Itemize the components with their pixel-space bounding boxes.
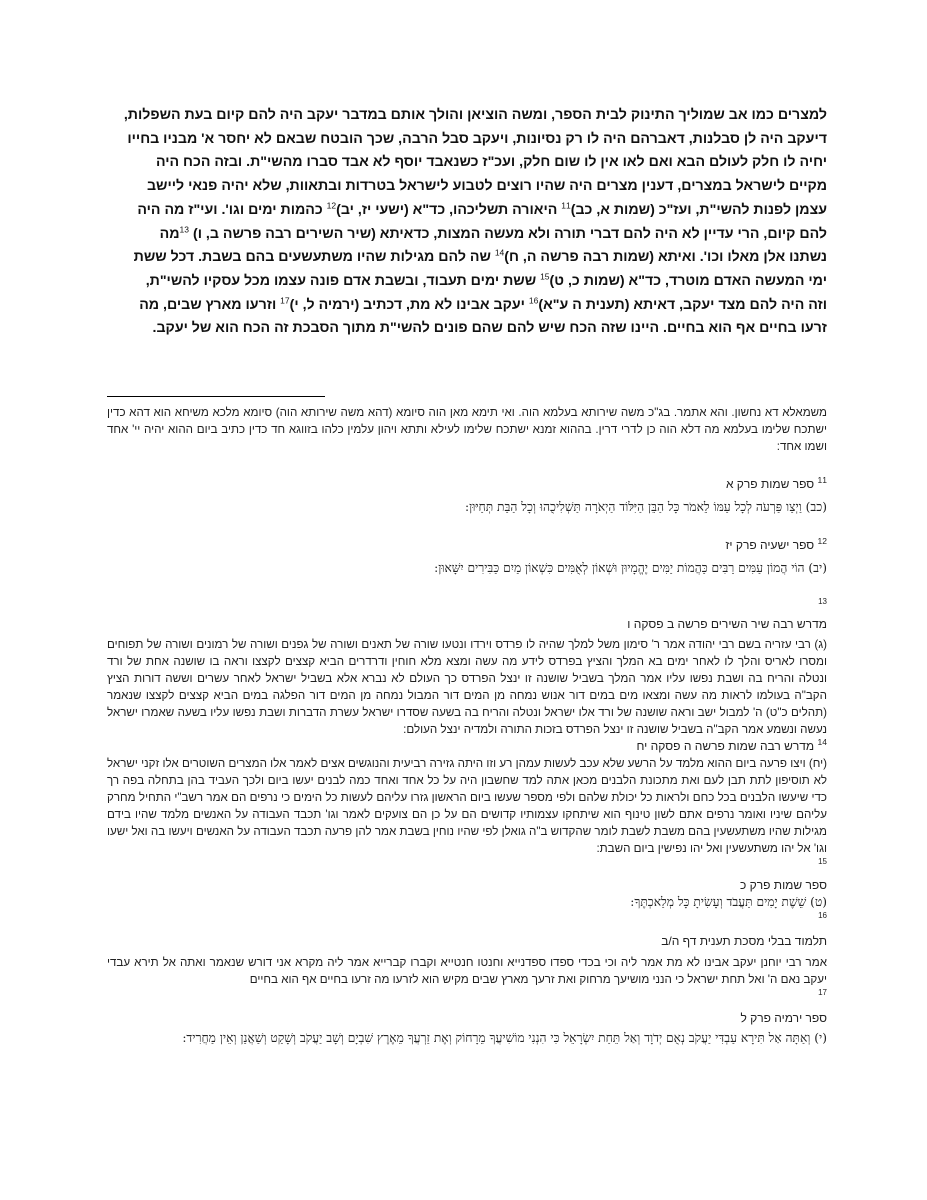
footnote-source [107, 537, 827, 554]
footnote-ref-15[interactable]: 15 [540, 271, 550, 282]
footnote-continuation [107, 404, 827, 455]
body-line [104, 246, 827, 270]
body-line [104, 270, 827, 294]
footnote-source [107, 476, 827, 493]
footnote-number: 17 [818, 988, 827, 997]
footnote-separator [107, 396, 325, 397]
body-line: זרעו בחיים אף הוא בחיים. היינו שזה הכח שיש להם שהם פונים להשי"ת מתוך הסבכת זה הכח הוא של יעקב. [152, 320, 827, 337]
body-line [104, 223, 827, 247]
body-line: למצרים כמו אב שמוליך התינוק לבית הספר, ומשה הוציאן והולך אותם במדבר יעקב היה להם קיום בעת השפלות, [123, 107, 827, 123]
footnote-text: (יב) הוֹי הֲמוֹן עַמִּים רַבִּים כַּהֲמוֹת יַמִּים יֶהֱמָיוּן וּשְׁאוֹן לְאֻמִּים כִּשְׁאוֹן מַיִם כַּבִּירִים יִשָּׁאוּן: [434, 561, 827, 575]
footnote-number: 12 [817, 536, 827, 546]
footnote-source-title: ספר שמות פרק א [725, 477, 815, 491]
body-text-segment: יעקב אבינו לא מת, דכתיב (ירמיה ל, י) [289, 296, 529, 313]
body-text-segment: היאורה תשליכהו, כד"א (ישעי יז, יב) [336, 201, 562, 218]
footnote-source [107, 738, 827, 755]
body-line: מקיים לישראל במצרים, דענין מצרים היה שהיו רוצים לטבוע לישראל בטרדות ובתאוות, שלא יהיה פנאי ליישב [146, 178, 827, 195]
body-line [104, 199, 827, 223]
footnote-number: 13 [818, 597, 827, 606]
footnote-text: משמאלא דא נחשון. והא אתמר. בג"כ משה שירותא בעלמא הוה. ואי תימא מאן הוה סיומא (דהא משה שירותא הוה) סיומא מלכא משיחא הוא דהא כדין ישתכח שלימו בעלמא מה דלא הוה כן לדרי דרין. בההוא זמנא ישתכח שלימו לעילא ותתא ויהון עלמין כלהו בזווגא חד כדין כתיב ביום ההוא יהיה יי' אחד ושמו אחד: [107, 406, 827, 453]
footnote-number: 16 [818, 911, 827, 920]
body-text-segment: וזרעו מארץ שבים, מה [139, 296, 281, 313]
footnote-source-title: מדרש רבה שיר השירים פרשה ב פסקה ו [627, 617, 827, 631]
body-text-segment: ימי המעשה האדם מוטרד, כד"א (שמות כ, ט) [549, 272, 827, 289]
footnote-text: אמר רבי יוחנן יעקב אבינו לא מת אמר ליה וכי בכדי ספדו ספדנייא וחנטו חנטייא וקברו קברייא אמר ליה מקרא אני דורש שנאמר ואתה אל תירא עבדי יעקב נאם ה' ואל תחת ישראל כי הנני מושיעך מרחוק ואת זרעך מארץ שבים מקיש הוא לזרעו מה זרעו בחיים אף הוא בחיים [107, 956, 827, 986]
footnote-text: (י) וְאַתָּה אַל תִּירָא עַבְדִּי יַעֲקֹב נְאֻם יְדֹוָד וְאַל תֵּחַת יִשְׂרָאֵל כִּי הִנְנִי מוֹשִׁיעֲךָ מֵרָחוֹק וְאֶת זַרְעֲךָ מֵאֶרֶץ שִׁבְיָם וְשָׁב יַעֲקֹב וְשָׁקַט וְשַׁאֲנַן וְאֵין מַחֲרִיד: [182, 1031, 827, 1045]
footnote-13 [107, 597, 827, 738]
body-line: דיעקב היה לן סבלנות, דאברהם היה לו רק נסיונות, ויעקב סבל הרבה, שכך הובטח שבאם לא יחסר א' מבניו בחייו [127, 130, 827, 147]
footnote-number: 15 [818, 857, 827, 866]
body-text-segment: וזה היה להם מצד יעקב, דאיתא (תענית ה ע"א) [538, 296, 827, 313]
body-line: יחיה לו חלק לעולם הבא ואם לאו אין לו שום חלק, ועכ"ז כשנאבד יוסף לא אבד סברו מהשי"ת. ובזה הכח היה [155, 154, 827, 171]
footnote-14 [107, 738, 827, 867]
footnote-source-title: ספר ישעיה פרק יז [725, 538, 815, 552]
footnote-11 [107, 476, 827, 516]
footnote-16 [107, 933, 827, 998]
footnote-source-title: ספר שמות פרק כ [740, 878, 827, 892]
footnote-ref-13[interactable]: 13 [179, 223, 190, 234]
footnote-ref-11[interactable]: 11 [561, 200, 571, 211]
footnote-ref-17[interactable]: 17 [280, 294, 290, 305]
body-text-segment: מה [159, 225, 180, 242]
footnote-source-title: תלמוד בבלי מסכת תענית דף ה/ב [661, 934, 827, 948]
footnote-text: (ג) רבי עזריה בשם רבי יהודה אמר ר' סימון משל למלך שהיה לו פרדס וירדו ונטעו שורה של תאנים ושורה של גפנים ושורה של רמונים ושורה של תפוחים ומסרו לאריס והלך לו לאחר ימים בא המלך והציץ בפרדס לידע מה עשה ומצא מלא חוחין ודרדרים הביא קצצים לקצצו וראה בו שושנה אחת של ורד ונטלה והריח בה ושבת נפשו עליו אמר המלך בשביל שושנה זו ינצל הפרדס כך העולם לא נברא אלא בשביל ישראל לאחר עשרים וששה דורות הציץ הקב"ה בעולמו לראות מה עשה ומצאו מים במים דור אנוש נמחה מן המים דור המבול נמחה מן המים דור הפלגה במים הביא קצצים לקצצו שנאמר (תהלים כ"ט) ה' למבול ישב וראה שושנה של ורד אלו ישראל ונטלה והריח בה בשעה שסדרו ישראל עשרת הדברות ושבת נפשו עליו בשעה שאמרו ישראל נעשה ונשמע אמר הקב"ה בשביל שושנה זו ינצל הפרדס בזכות התורה ולמדיה ינצל העולם: [107, 638, 827, 736]
footnotes-section [107, 404, 827, 1047]
body-line [104, 294, 827, 318]
body-text-segment: שה להם מגילות שהיו משתעשעים בהם בשבת. דכל ששת [133, 249, 495, 266]
main-body-text [104, 104, 827, 341]
footnote-15 [107, 877, 827, 921]
footnote-text: (ט) שֵׁשֶׁת יָמִים תַּעֲבֹד וְעָשִׂיתָ כָּל מְלַאכְתֶּךָ: [630, 895, 827, 909]
footnote-source-title: ספר ירמיה פרק ל [740, 1011, 827, 1025]
footnote-17 [107, 1010, 827, 1047]
footnote-number: 11 [817, 475, 827, 485]
body-text-segment: נשתנו אלן מאלו וכו'. ואיתא (שמות רבה פרשה ה, ח) [504, 249, 827, 266]
footnote-source-title: מדרש רבה שמות פרשה ה פסקה יח [636, 739, 815, 753]
footnote-ref-14[interactable]: 14 [494, 247, 505, 258]
body-text-segment: להם קיום, הרי עדיין לא היה להם דברי תורה ולא מעשה המצות, כדאיתא (שיר השירים רבה פרשה ב, ו) [192, 225, 827, 242]
footnote-12 [107, 537, 827, 577]
footnote-text: (יח) ויצו פרעה ביום ההוא מלמד על הרשע שלא עכב לעשות עמהן רע וזו היתה גזירה רביעית והנוגשים אצים לאמר אלו המצרים השוטרים אלו זקני ישראל לא תוסיפון לתת תבן לעם ואת מתכונת הלבנים מכאן אתה למד שחשבון היה על כל אחד ואחד כמה לבנים יעשו ביום ולכך העביד בהן בתחלה בפה רך כדי שיעשו הלבנים בכל כחם ולראות כל יכולת שלהם ולפי מספר שעשו ביום הראשון גזרו עליהם לעשות כל הימים כי נרפים הם אמר רשב"י התחיל מחרק עליהם שיניו ואומר נרפים אתם לשון טינוף הוא שיתחקו עצמותיו קדושים הם על כן הם צועקים לאמר וגו' תכבד העבודה על האנשים מלמד שהיו בידם מגילות שהיו משתעשעין בהם משבת לשבת לומר שהקדוש ב"ה גואלן לפי שהיו נוחין בשבת אמר להן פרעה תכבד העבודה על האנשים ויעשו בה ואל ישעו וגו' אל יהו משתעשעין ואל יהו נפישין ביום השבת: [107, 757, 827, 855]
footnote-text: (כב) וַיְצַו פַּרְעֹה לְכָל עַמּוֹ לֵאמֹר כָּל הַבֵּן הַיִּלּוֹד הַיְאֹרָה תַּשְׁלִיכֻהוּ וְכָל הַבַּת תְּחַיּוּן: [465, 500, 827, 514]
body-text-segment: ששת ימים תעבוד, ובשבת אדם פונה עצמו מכל עסקיו להשי"ת, [145, 272, 541, 289]
footnote-number: 14 [817, 737, 827, 747]
body-text-segment: עצמן לפנות להשי"ת, ועז"כ (שמות א, כב) [570, 201, 827, 218]
footnote-ref-12[interactable]: 12 [326, 200, 337, 211]
body-text-segment: כהמות ימים וגו'. ועי"ז מה היה [137, 201, 327, 218]
footnote-ref-16[interactable]: 16 [528, 294, 539, 305]
